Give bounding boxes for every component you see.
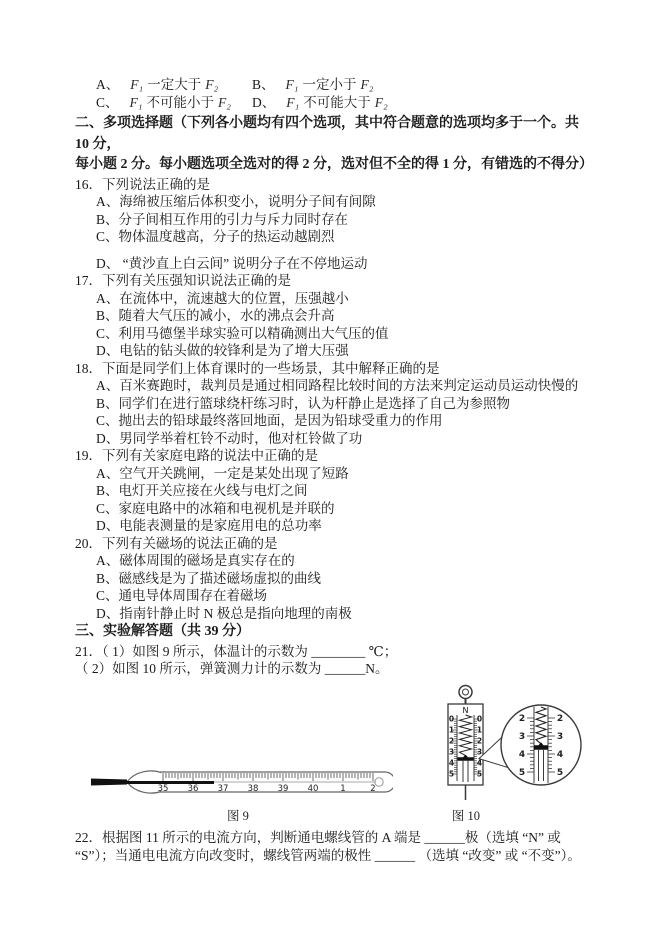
option-text: 不可能小于 xyxy=(146,94,214,110)
force-symbol-f1: F₁ xyxy=(286,94,300,110)
question-21-part1: 21．（ 1）如图 9 所示，体温计的示数为 ________ ℃； xyxy=(75,643,398,659)
question-20-option-c: C、通电导体周围存在着磁场 xyxy=(96,588,268,603)
svg-text:38: 38 xyxy=(247,783,259,794)
question-20-title: 20．下列有关磁场的说法正确的是 xyxy=(75,535,278,551)
question-19-option-d: D、电能表测量的是家庭用电的总功率 xyxy=(96,518,322,533)
force-symbol-f2: F₂ xyxy=(205,77,219,92)
svg-text:3: 3 xyxy=(476,747,483,756)
svg-text:0: 0 xyxy=(476,714,483,723)
question-19-title: 19．下列有关家庭电路的说法中正确的是 xyxy=(75,448,318,463)
svg-text:4: 4 xyxy=(518,749,526,760)
svg-text:40: 40 xyxy=(307,783,319,794)
force-symbol-f2: F₂ xyxy=(360,77,374,92)
thermometer-figure xyxy=(83,754,393,825)
question-16 xyxy=(75,176,591,273)
option-text: 一定大于 xyxy=(147,77,202,92)
thermometer-svg xyxy=(83,754,393,804)
figures-row xyxy=(75,682,591,825)
question-20 xyxy=(75,535,591,623)
svg-text:3: 3 xyxy=(448,747,455,756)
svg-text:36: 36 xyxy=(187,783,199,794)
question-18-option-a: A、百米赛跑时，裁判员是通过相同路程比较时间的方法来判定运动员运动快慢的 xyxy=(96,378,579,393)
question-20-option-b: B、磁感线是为了描述磁场虚拟的曲线 xyxy=(96,570,322,586)
question-20-option-a: A、磁体周围的磁场是真实存在的 xyxy=(96,553,295,568)
question-16-option-c: C、物体温度越高，分子的热运动越剧烈 xyxy=(96,229,335,244)
q15-option-a xyxy=(96,76,252,94)
svg-text:1: 1 xyxy=(448,725,455,734)
question-17-option-b: B、随着大气压的减小，水的沸点会升高 xyxy=(96,308,335,323)
question-21-part2: （ 2）如图 10 所示，弹簧测力计的示数为 ______N。 xyxy=(75,661,389,676)
svg-text:5: 5 xyxy=(518,767,526,778)
section-two-header-line1: 二、多项选择题（下列各小题均有四个选项，其中符合题意的选项均多于一个。共 10 分， xyxy=(75,116,579,152)
svg-text:5: 5 xyxy=(556,767,564,778)
question-17-option-c: C、利用马德堡半球实验可以精确测出大气压的值 xyxy=(96,325,389,341)
svg-text:35: 35 xyxy=(157,783,169,794)
section-three-header: 三、实验解答题（共 39 分） xyxy=(75,624,250,639)
question-17-title: 17．下列有关压强知识说法正确的是 xyxy=(75,273,291,288)
question-16-option-a: A、海绵被压缩后体积变小，说明分子间有间隙 xyxy=(96,194,376,209)
force-symbol-f2: F₂ xyxy=(217,94,231,110)
question-16-option-b: B、分子间相互作用的引力与斥力同时存在 xyxy=(96,211,349,227)
question-16-title: 16．下列说法正确的是 xyxy=(75,176,210,192)
svg-text:2: 2 xyxy=(518,713,526,724)
spring-scale-svg xyxy=(419,682,594,804)
svg-text:39: 39 xyxy=(277,783,289,794)
force-symbol-f1: F₁ xyxy=(129,94,143,110)
q15-options-row2 xyxy=(75,94,591,112)
option-text: 不可能大于 xyxy=(303,94,371,110)
svg-text:4: 4 xyxy=(476,758,483,767)
svg-text:1: 1 xyxy=(340,783,346,794)
force-symbol-f1: F₁ xyxy=(130,77,144,92)
svg-text:0: 0 xyxy=(448,714,455,723)
force-symbol-f1: F₁ xyxy=(285,77,299,92)
option-label: A、 xyxy=(96,77,120,92)
question-19-option-b: B、电灯开关应接在火线与电灯之间 xyxy=(96,483,308,498)
option-label: B、 xyxy=(252,77,275,92)
question-17 xyxy=(75,272,591,360)
svg-text:2: 2 xyxy=(556,713,564,724)
question-18-title: 18．下面是同学们上体育课时的一些场景，其中解释正确的是 xyxy=(75,360,440,376)
figure-10-caption: 图 10 xyxy=(451,808,481,823)
question-18-option-c: C、抛出去的铅球最终落回地面，是因为铅球受重力的作用 xyxy=(96,413,443,428)
svg-text:3: 3 xyxy=(518,731,526,742)
svg-text:4: 4 xyxy=(556,749,564,760)
figure-9-caption: 图 9 xyxy=(227,808,249,823)
question-18-option-d: D、男同学举着杠铃不动时，他对杠铃做了功 xyxy=(96,430,363,446)
question-19-option-c: C、家庭电路中的冰箱和电视机是并联的 xyxy=(96,500,335,516)
question-18-option-b: B、同学们在进行篮球绕杆练习时，认为杆静止是选择了自己为参照物 xyxy=(96,395,511,411)
svg-text:5: 5 xyxy=(448,769,455,778)
svg-text:2: 2 xyxy=(448,736,455,745)
question-19 xyxy=(75,447,591,535)
option-label: D、 xyxy=(252,94,276,110)
question-19-option-a: A、空气开关跳闸，一定是某处出现了短路 xyxy=(96,465,349,481)
q15-option-b xyxy=(252,76,377,94)
question-22: 22．根据图 11 所示的电流方向，判断通电螺线管的 A 端是 ______极（选填 “N” 或 “S”）；当通电电流方向改变时，螺线管两端的极性 ______ （选填 “改变” 或 “不变”）。 xyxy=(75,829,581,863)
question-20-option-d: D、指南针静止时 N 极总是指向地理的南极 xyxy=(96,605,352,621)
question-16-option-d: D、 “黄沙直上白云间” 说明分子在不停地运动 xyxy=(96,255,368,271)
spring-scale-figure xyxy=(419,682,594,825)
q15-option-d xyxy=(252,94,392,112)
force-symbol-f2: F₂ xyxy=(374,94,388,110)
svg-text:37: 37 xyxy=(217,783,229,794)
question-17-option-a: A、在流体中，流速越大的位置，压强越小 xyxy=(96,290,349,306)
svg-text:N: N xyxy=(462,705,469,715)
svg-text:5: 5 xyxy=(476,769,483,778)
option-text: 一定小于 xyxy=(302,77,357,92)
q15-option-c xyxy=(96,94,252,112)
section-two-header-line2: 每小题 2 分。每小题选项全选对的得 2 分，选对但不全的得 1 分，有错选的不得分） xyxy=(75,157,593,172)
option-label: C、 xyxy=(96,94,119,110)
question-18 xyxy=(75,360,591,448)
svg-text:1: 1 xyxy=(476,725,483,734)
question-17-option-d: D、电钻的钻头做的较锋利是为了增大压强 xyxy=(96,343,349,358)
q15-options-row1 xyxy=(75,76,591,94)
svg-text:3: 3 xyxy=(556,731,564,742)
svg-text:2: 2 xyxy=(476,736,483,745)
svg-text:4: 4 xyxy=(448,758,455,767)
svg-text:2: 2 xyxy=(370,783,376,794)
